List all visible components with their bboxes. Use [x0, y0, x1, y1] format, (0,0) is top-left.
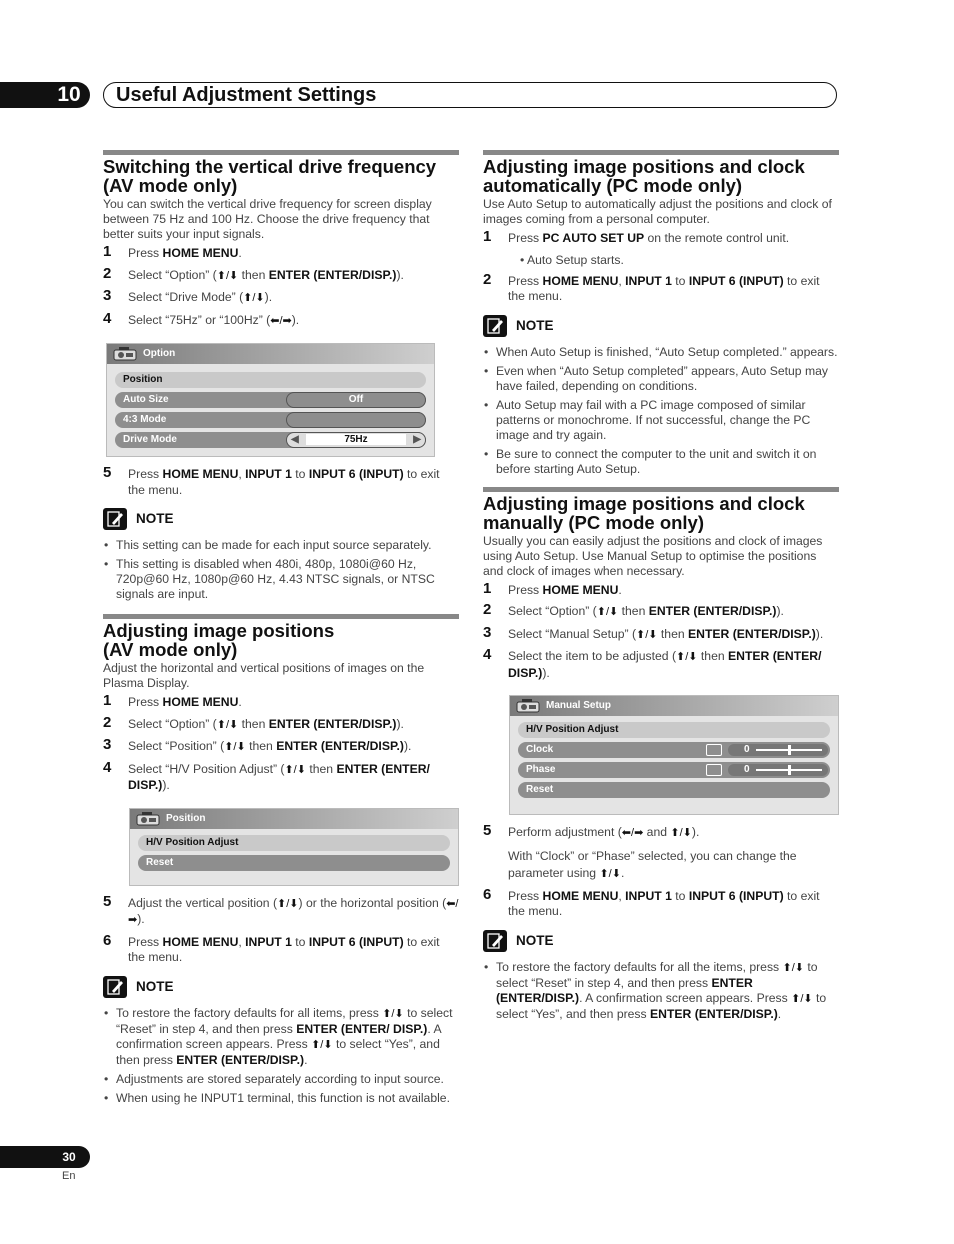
- note-item: • When using he INPUT1 terminal, this function is not available.: [103, 1091, 459, 1106]
- slider-thumb: [788, 765, 791, 775]
- step-1-sub: • Auto Setup starts.: [520, 252, 624, 267]
- section-intro: Use Auto Setup to automatically adjust the positions and clock of images coming from a personal computer.: [483, 197, 832, 226]
- note-heading: NOTE: [103, 976, 459, 1000]
- note-pencil-icon: [483, 930, 507, 952]
- step-4: 4 Select “H/V Position Adjust” (⬆/⬇ then ENTER (ENTER/ DISP.)).: [103, 758, 430, 792]
- manual-setup-menu-screen: [509, 695, 839, 815]
- section-bar: [103, 614, 459, 619]
- option-menu-screen: [106, 343, 435, 457]
- menu-item-auto-size[interactable]: Auto Size Off: [115, 392, 426, 408]
- step-5: 5 Press HOME MENU, INPUT 1 to INPUT 6 (INPUT) to exit the menu.: [103, 464, 440, 497]
- up-down-arrows-icon: ⬆/⬇: [596, 606, 619, 618]
- menu-item-phase[interactable]: Phase 0: [518, 762, 830, 778]
- left-right-arrows-icon: ⬅/➡: [128, 897, 459, 926]
- menu-item-position[interactable]: Position: [115, 372, 426, 388]
- chapter-title: Useful Adjustment Settings: [116, 84, 377, 106]
- menu-header: Position: [130, 809, 458, 829]
- note-item: • Auto Setup may fail with a PC image composed of similar patterns or monochrome. If not successful, change the PC image and try again.: [483, 398, 839, 443]
- auto-size-value: Off: [286, 392, 426, 408]
- section-intro: Adjust the horizontal and vertical positions of images on the Plasma Display.: [103, 661, 425, 690]
- menu-item-hv-position-adjust[interactable]: H/V Position Adjust: [518, 722, 830, 738]
- section-bar: [483, 487, 839, 492]
- step-4: 4 Select the item to be adjusted (⬆/⬇ then ENTER (ENTER/ DISP.)).: [483, 646, 822, 680]
- step-2: 2 Select “Option” (⬆/⬇ then ENTER (ENTER/DISP.)).: [483, 601, 784, 618]
- mode-value-field: [286, 412, 426, 428]
- note-list: [103, 538, 459, 602]
- note-item: • When Auto Setup is finished, “Auto Setup completed.” appears.: [483, 345, 839, 360]
- section-title-auto-setup: Adjusting image positions and clock automatically (PC mode only): [483, 156, 805, 196]
- up-down-arrows-icon: ⬆/⬇: [284, 763, 306, 776]
- right-column: [483, 150, 839, 1026]
- up-down-arrows-icon: ⬆/⬇: [599, 867, 621, 880]
- note-heading: NOTE: [483, 315, 839, 339]
- slider-thumb: [788, 745, 791, 755]
- arrow-left-icon: ◀: [291, 434, 299, 445]
- menu-item-clock[interactable]: Clock 0: [518, 742, 830, 758]
- note-item: • Even when “Auto Setup completed” appears, Auto Setup may have failed, depending on conditions.: [483, 364, 839, 394]
- note-item: • Be sure to connect the computer to the unit and switch it on before starting Auto Setup.: [483, 447, 839, 477]
- step-1: 1 Press HOME MENU.: [483, 579, 622, 597]
- step-2: 2 Select “Option” (⬆/⬇ then ENTER (ENTER/DISP.)).: [103, 264, 404, 282]
- note-heading: NOTE: [103, 508, 459, 532]
- menu-item-4-3-mode[interactable]: 4:3 Mode: [115, 412, 426, 428]
- note-heading: NOTE: [483, 930, 839, 954]
- up-down-arrows-icon: ⬆/⬇: [243, 292, 265, 304]
- step-1: 1 Press HOME MENU.: [103, 692, 242, 709]
- left-right-arrows-icon: ⬅/➡: [621, 827, 644, 839]
- note-item: • This setting can be made for each input source separately.: [103, 538, 459, 553]
- position-menu-screen: [129, 808, 459, 886]
- up-down-arrows-icon: ⬆/⬇: [636, 628, 658, 641]
- section-bar: [103, 150, 459, 155]
- drive-mode-selector[interactable]: ◀ 75Hz ▶: [286, 432, 426, 448]
- note-pencil-icon: [103, 976, 127, 998]
- up-down-arrows-icon: ⬆/⬇: [216, 718, 239, 731]
- note-item: • This setting is disabled when 480i, 480p, 1080i@60 Hz, 720p@60 Hz, 1080p@60 Hz, 4.43 NTSC signals, or NTSC signals are input.: [103, 557, 459, 602]
- up-down-arrows-icon: ⬆/⬇: [224, 741, 246, 753]
- step-6: 6 Press HOME MENU, INPUT 1 to INPUT 6 (INPUT) to exit the menu.: [483, 885, 820, 918]
- page-number: 30: [62, 1150, 76, 1164]
- note-pencil-icon: [483, 315, 507, 337]
- section-bar: [483, 150, 839, 155]
- step-3: 3 Select “Manual Setup” (⬆/⬇ then ENTER (ENTER/DISP.)).: [483, 623, 824, 641]
- up-down-arrows-icon: ⬆/⬇: [676, 651, 698, 663]
- section-intro: Usually you can easily adjust the positions and clock of images using Auto Setup. Use Manual Setup to optimise the positions and clock of images when necessary.: [483, 533, 823, 578]
- menu-item-hv-position-adjust[interactable]: H/V Position Adjust: [138, 835, 450, 851]
- phase-lines-icon: [706, 764, 722, 776]
- tv-menu-icon: [516, 699, 542, 718]
- menu-header: Option: [107, 344, 434, 364]
- step-1: 1 Press HOME MENU.: [103, 243, 242, 260]
- up-down-arrows-icon: ⬆/⬇: [791, 992, 813, 1005]
- section-title-image-positions-av: Adjusting image positions (AV mode only): [103, 620, 335, 660]
- left-right-arrows-icon: ⬅/➡: [270, 314, 292, 327]
- tv-menu-icon: [113, 347, 139, 366]
- note-list: [483, 345, 839, 477]
- clock-bars-icon: [706, 744, 722, 756]
- up-down-arrows-icon: ⬆/⬇: [216, 269, 239, 282]
- note-item: • To restore the factory defaults for all items, press ⬆/⬇ to select “Reset” in step 4, and then press ENTER (ENTER/ DISP.). A confirmation screen appears. Press ⬆/⬇ to select “Yes”, and then press ENTER (ENTER/DISP.).: [103, 1006, 459, 1068]
- arrow-right-icon: ▶: [413, 434, 421, 445]
- step-2: 2 Press HOME MENU, INPUT 1 to INPUT 6 (INPUT) to exit the menu.: [483, 270, 820, 303]
- step-1: 1 Press PC AUTO SET UP on the remote control unit.: [483, 228, 790, 245]
- step-3: 3 Select “Drive Mode” (⬆/⬇).: [103, 287, 273, 304]
- section-title-manual-setup: Adjusting image positions and clock manually (PC mode only): [483, 492, 805, 533]
- step-6: 6 Press HOME MENU, INPUT 1 to INPUT 6 (INPUT) to exit the menu.: [103, 931, 440, 964]
- menu-item-reset[interactable]: Reset: [518, 782, 830, 798]
- section-intro: You can switch the vertical drive frequency for screen display between 75 Hz and 100 Hz. Choose the drive frequency that better suits your input signals.: [103, 197, 432, 241]
- up-down-arrows-icon: ⬆/⬇: [782, 961, 805, 974]
- note-item: • Adjustments are stored separately according to input source.: [103, 1072, 459, 1087]
- up-down-arrows-icon: ⬆/⬇: [311, 1038, 333, 1051]
- note-list: [483, 960, 839, 1022]
- note-item: • To restore the factory defaults for all the items, press ⬆/⬇ to select “Reset” in step 4, and then press ENTER (ENTER/DISP.). A confirmation screen appears. Press ⬆/⬇ to select “Yes”, and then press ENTER (ENTER/DISP.).: [483, 960, 839, 1022]
- step-5-sub: With “Clock” or “Phase” selected, you can change the parameter using ⬆/⬇.: [508, 848, 797, 880]
- tv-menu-icon: [136, 812, 162, 831]
- note-pencil-icon: [103, 508, 127, 530]
- up-down-arrows-icon: ⬆/⬇: [277, 897, 299, 910]
- phase-slider[interactable]: 0: [728, 764, 828, 776]
- up-down-arrows-icon: ⬆/⬇: [670, 827, 692, 839]
- step-5: 5 Adjust the vertical position (⬆/⬇) or the horizontal position (⬅/➡).: [103, 892, 459, 926]
- left-column: [103, 150, 459, 1110]
- menu-item-reset[interactable]: Reset: [138, 855, 450, 871]
- section-title-vertical-drive: Switching the vertical drive frequency (AV mode only): [103, 156, 437, 196]
- clock-slider[interactable]: 0: [728, 744, 828, 756]
- up-down-arrows-icon: ⬆/⬇: [382, 1007, 404, 1020]
- chapter-number: 10: [57, 83, 81, 106]
- menu-header: Manual Setup: [510, 696, 838, 716]
- step-3: 3 Select “Position” (⬆/⬇ then ENTER (ENTER/DISP.)).: [103, 736, 412, 753]
- note-list: [103, 1006, 459, 1106]
- menu-item-drive-mode[interactable]: Drive Mode ◀ 75Hz ▶: [115, 432, 426, 448]
- step-4: 4 Select “75Hz” or “100Hz” (⬅/➡).: [103, 309, 300, 327]
- step-5: 5 Perform adjustment (⬅/➡ and ⬆/⬇).: [483, 822, 700, 839]
- language-label: En: [62, 1170, 76, 1182]
- step-2: 2 Select “Option” (⬆/⬇ then ENTER (ENTER/DISP.)).: [103, 713, 404, 731]
